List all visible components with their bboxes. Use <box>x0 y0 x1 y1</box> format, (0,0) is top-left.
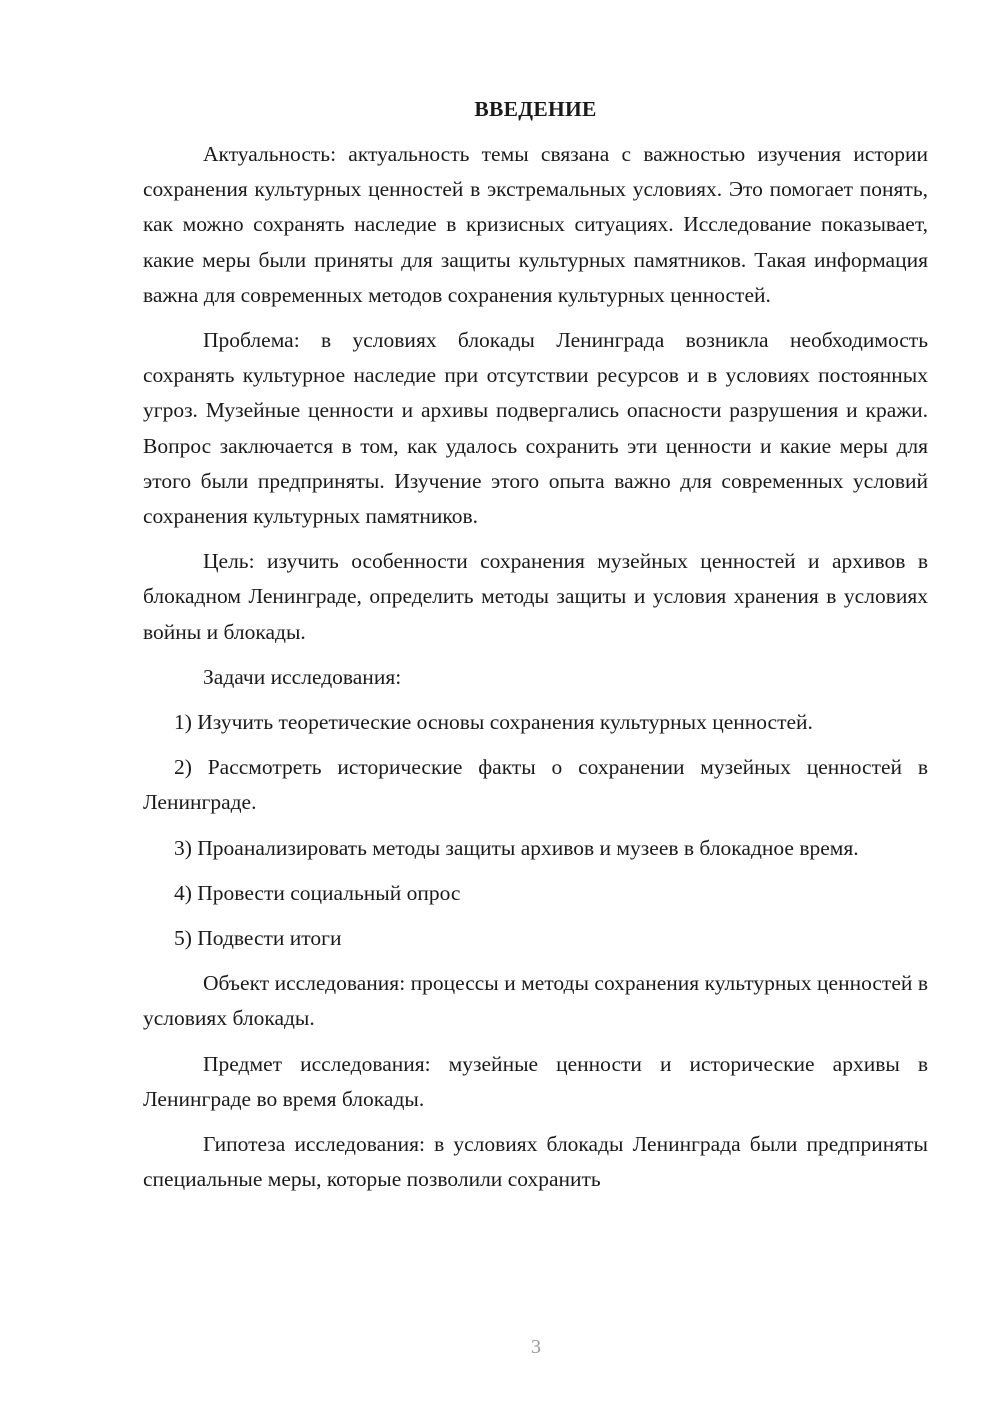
hypothesis-paragraph: Гипотеза исследования: в условиях блокады Ленинграда были предприняты специальные меры, которые позволили сохранить <box>143 1132 928 1192</box>
tasks-list <box>143 705 928 956</box>
list-item: 5) Подвести итоги <box>174 926 342 951</box>
list-item: 1) Изучить теоретические основы сохранения культурных ценностей. <box>174 710 813 735</box>
list-item: 3) Проанализировать методы защиты архивов и музеев в блокадное время. <box>174 835 859 860</box>
tasks-heading: Задачи исследования: <box>203 664 402 689</box>
problem-paragraph: Проблема: в условиях блокады Ленинграда возникла необходимость сохранять культурное наследие при отсутствии ресурсов и в условиях постоянных угроз. Музейные ценности и архивы подвергались опасности разрушения и кражи. Вопрос заключается в том, как удалось сохранить эти ценности и какие меры для этого были предприняты. Изучение этого опыта важно для современных условий сохранения культурных памятников. <box>143 328 928 529</box>
page-number: 3 <box>531 1336 541 1358</box>
subject-paragraph: Предмет исследования: музейные ценности и исторические архивы в Ленинграде во время блокады. <box>143 1051 928 1111</box>
page-title: ВВЕДЕНИЕ <box>474 97 597 121</box>
document-page <box>143 92 928 1207</box>
goal-paragraph: Цель: изучить особенности сохранения музейных ценностей и архивов в блокадном Ленинграде, определить методы защиты и условия хранения в условиях войны и блокады. <box>143 549 928 644</box>
object-paragraph: Объект исследования: процессы и методы сохранения культурных ценностей в условиях блокады. <box>143 971 928 1031</box>
relevance-paragraph: Актуальность: актуальность темы связана с важностью изучения истории сохранения культурных ценностей в экстремальных условиях. Это помогает понять, как можно сохранять наследие в кризисных ситуациях. Исследование показывает, какие меры были приняты для защиты культурных памятников. Такая информация важна для современных методов сохранения культурных ценностей. <box>143 142 928 307</box>
list-item: 4) Провести социальный опрос <box>174 880 461 905</box>
list-item: 2) Рассмотреть исторические факты о сохранении музейных ценностей в Ленинграде. <box>143 755 928 815</box>
